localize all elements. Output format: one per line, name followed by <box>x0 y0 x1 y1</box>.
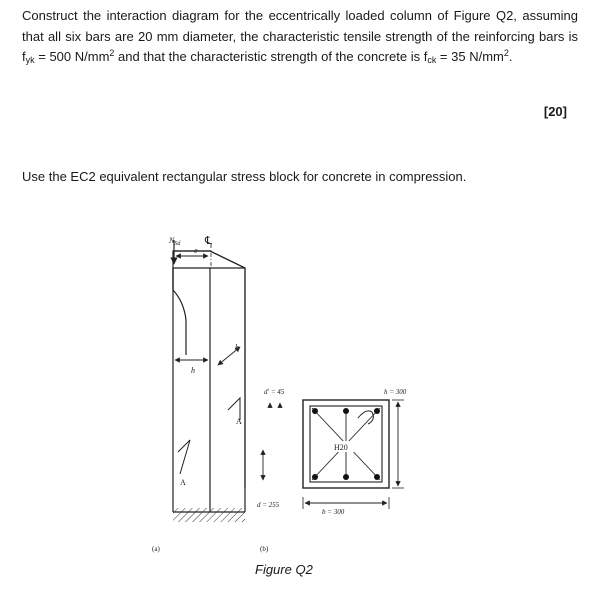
rebar <box>343 408 349 414</box>
rebar <box>374 408 380 414</box>
section-label-upper: A <box>236 417 242 426</box>
eccentricity-label: e <box>194 246 198 255</box>
bar-mark-label: H20 <box>334 443 348 452</box>
rebar <box>312 408 318 414</box>
question-text-part: = 500 N/mm <box>34 49 110 64</box>
part-a-label: (a) <box>152 545 160 553</box>
foundation-hatching <box>173 508 245 522</box>
rebar <box>312 474 318 480</box>
question-text-part: Construct the interaction diagram for the eccentrically loaded column of Figure Q2, assuming that all six bars are 20 mm diameter, the characteristic tensile strength of the reinforcing bars is f <box>22 8 578 64</box>
rebar <box>374 474 380 480</box>
h-label: h <box>191 366 195 375</box>
d-prime-label: d′ = 45 <box>264 388 285 396</box>
marks-label: [20] <box>543 104 567 119</box>
question-text-part: and that the characteristic strength of the concrete is f <box>114 49 428 64</box>
d-label: d = 255 <box>257 501 280 509</box>
b-section-label: b = 300 <box>322 508 345 516</box>
squared-superscript: 2 <box>109 48 115 58</box>
column-top-front <box>173 251 210 289</box>
centreline-symbol: ℄ <box>205 235 213 247</box>
section-label-lower: A <box>180 478 186 487</box>
fck-subscript: ck <box>427 55 437 65</box>
load-label: $N_{Sd}$ <box>169 236 181 247</box>
fyk-subscript: yk <box>25 55 35 65</box>
section-mark-lower <box>178 440 190 474</box>
h-section-label: h = 300 <box>384 388 407 396</box>
squared-superscript: 2 <box>503 48 509 58</box>
column-top-edge <box>210 251 245 268</box>
rebar <box>343 474 349 480</box>
instruction-text: Use the EC2 equivalent rectangular stress block for concrete in compression. <box>22 169 467 184</box>
question-text-part: = 35 N/mm <box>436 49 504 64</box>
corbel-outline <box>173 268 186 355</box>
question-text-part: . <box>508 49 513 64</box>
part-b-label: (b) <box>260 545 269 553</box>
b-label: b <box>235 343 239 352</box>
column-elevation <box>173 251 245 512</box>
column-top-face <box>210 251 245 488</box>
figure-caption: Figure Q2 <box>255 562 313 577</box>
